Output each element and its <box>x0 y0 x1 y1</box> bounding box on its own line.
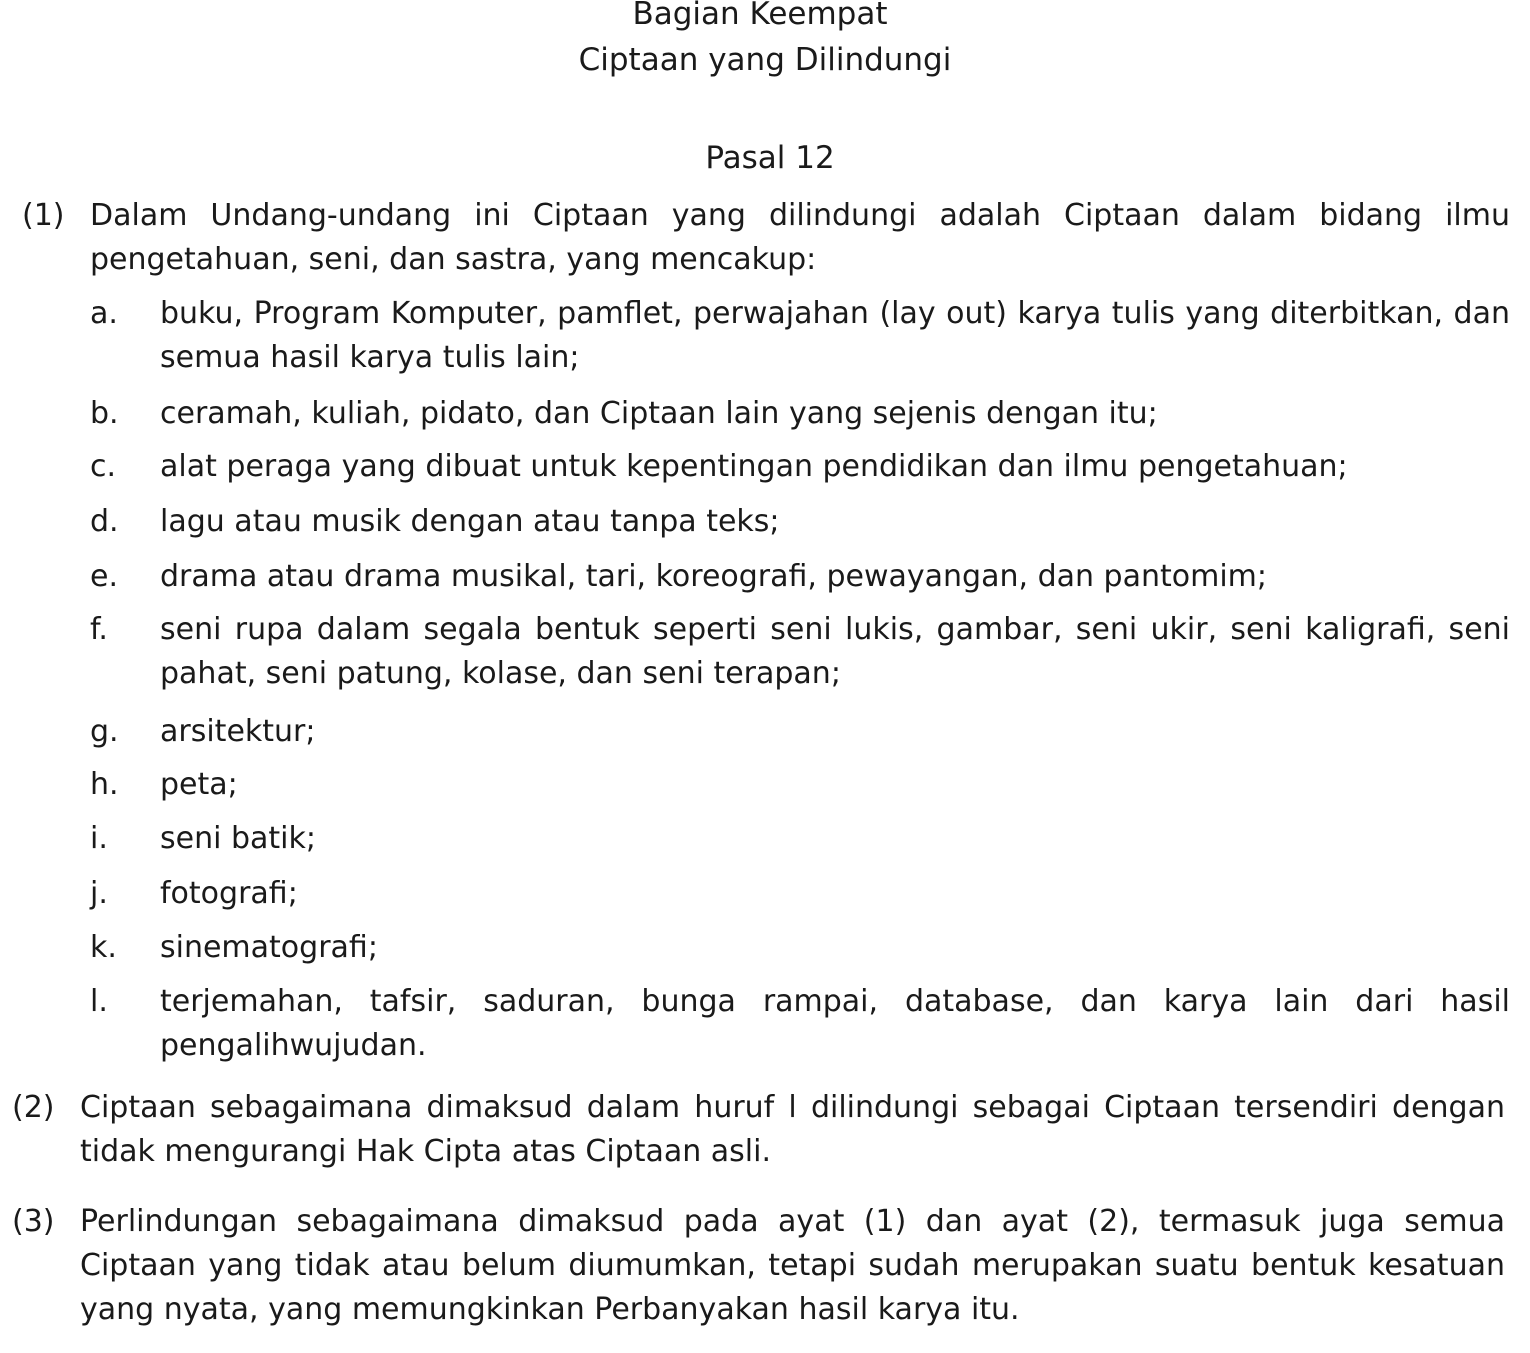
item-h-letter: h. <box>90 767 119 802</box>
item-k-text: sinematografi; <box>160 930 378 965</box>
item-f-text: seni rupa dalam segala bentuk seperti seni lukis, gambar, seni ukir, seni kaligrafi, seni pahat, seni patung, kolase, dan seni terapan; <box>160 612 1510 691</box>
section-title: Ciptaan yang Dilindungi <box>578 42 952 78</box>
item-b-letter: b. <box>90 396 119 431</box>
paragraph-1-number: (1) <box>22 198 65 233</box>
article-heading: Pasal 12 <box>705 140 835 176</box>
item-b-text: ceramah, kuliah, pidato, dan Ciptaan lain yang sejenis dengan itu; <box>160 396 1158 431</box>
item-e-text: drama atau drama musikal, tari, koreografi, pewayangan, dan pantomim; <box>160 559 1267 594</box>
item-h-text: peta; <box>160 767 238 802</box>
item-g-text: arsitektur; <box>160 714 316 749</box>
item-g-letter: g. <box>90 714 119 749</box>
item-d-text: lagu atau musik dengan atau tanpa teks; <box>160 504 780 539</box>
item-j-text: fotografi; <box>160 876 298 911</box>
item-j-letter: j. <box>90 876 108 911</box>
item-e-letter: e. <box>90 559 118 594</box>
item-l-text: terjemahan, tafsir, saduran, bunga rampai, database, dan karya lain dari hasil pengalihwujudan. <box>160 984 1510 1063</box>
paragraph-3-text: Perlindungan sebagaimana dimaksud pada ayat (1) dan ayat (2), termasuk juga semua Ciptaan yang tidak atau belum diumumkan, tetapi sudah merupakan suatu bentuk kesatuan yang nyata, yang memungkinkan Perbanyakan hasil karya itu. <box>80 1204 1505 1327</box>
item-c-letter: c. <box>90 449 117 484</box>
paragraph-2-number: (2) <box>12 1090 55 1125</box>
item-a-letter: a. <box>90 296 118 331</box>
item-a-text: buku, Program Komputer, pamflet, perwajahan (lay out) karya tulis yang diterbitkan, dan semua hasil karya tulis lain; <box>160 296 1510 375</box>
item-d-letter: d. <box>90 504 119 539</box>
item-f-letter: f. <box>90 612 108 647</box>
item-c-text: alat peraga yang dibuat untuk kepentingan pendidikan dan ilmu pengetahuan; <box>160 449 1348 484</box>
paragraph-3-number: (3) <box>12 1204 55 1239</box>
item-l-letter: l. <box>90 984 108 1019</box>
paragraph-2-text: Ciptaan sebagaimana dimaksud dalam huruf l dilindungi sebagai Ciptaan tersendiri dengan tidak mengurangi Hak Cipta atas Ciptaan asli. <box>80 1090 1505 1169</box>
item-k-letter: k. <box>90 930 117 965</box>
paragraph-1-intro: Dalam Undang-undang ini Ciptaan yang dilindungi adalah Ciptaan dalam bidang ilmu pengetahuan, seni, dan sastra, yang mencakup: <box>90 198 1510 277</box>
item-i-text: seni batik; <box>160 821 316 856</box>
section-heading: Bagian Keempat <box>632 0 888 32</box>
item-i-letter: i. <box>90 821 108 856</box>
